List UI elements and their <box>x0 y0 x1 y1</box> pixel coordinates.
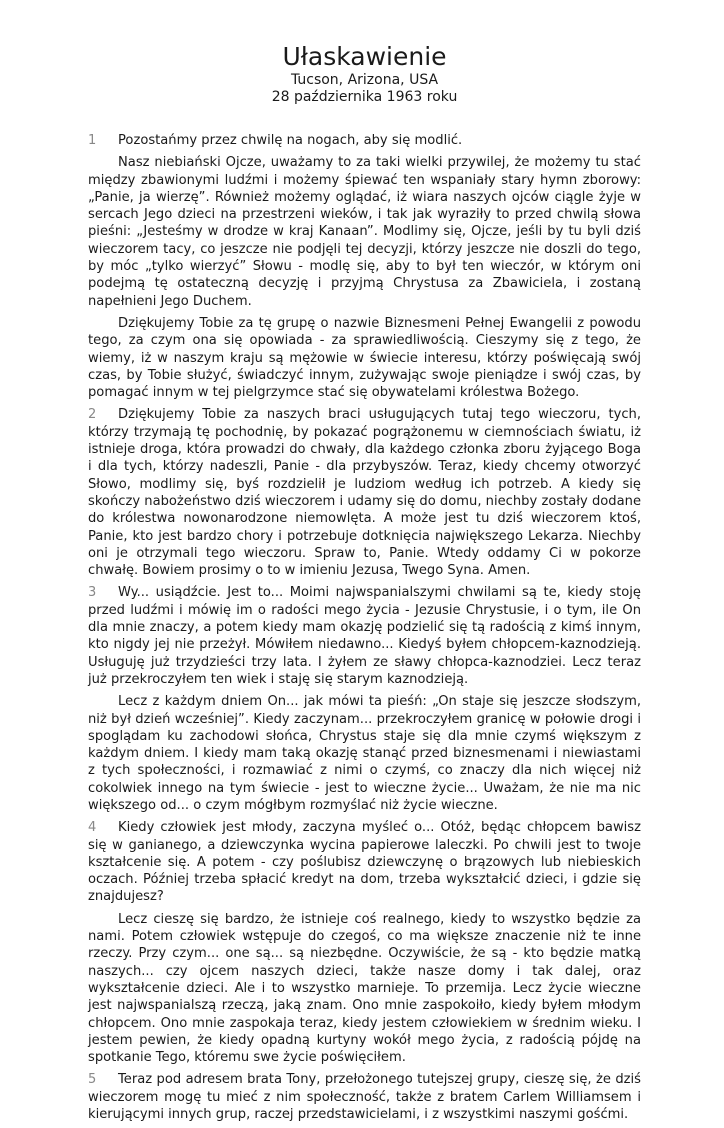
paragraph-number: 3 <box>88 585 97 601</box>
paragraph-text: Lecz z każdym dniem On... jak mówi ta pieśń: „On staje się jeszcze słodszym, niż był dzień wcześniej”. Kiedy zaczynam... przekroczyłem granicę w połowie drogi i spoglądam ku zachodowi słońca, Chrystus staje się dla mnie czymś większym z każdym dniem. I kiedy mam taką okazję stanąć przed biznesmenami i niewiastami z tych społeczności, i rozmawiać z nimi o czymś, co znaczy dla nich więcej niż cokolwiek innego na tym świecie - jest to wieczne życie... Uważam, że nie ma nic większego od... o czym mógłbym rozmyślać niż życie wieczne. <box>88 694 641 813</box>
paragraph-text: Pozostańmy przez chwilę na nogach, aby się modlić. <box>118 133 463 148</box>
paragraph-number: 4 <box>88 820 97 836</box>
document-page <box>88 42 641 1128</box>
paragraph <box>88 584 641 688</box>
paragraph-number: 1 <box>88 133 97 148</box>
paragraph <box>88 819 641 905</box>
sermon-title: Ułaskawienie <box>282 42 447 71</box>
paragraph-text: Dziękujemy Tobie za tę grupę o nazwie Biznesmeni Pełnej Ewangelii z powodu tego, za czym ona się opowiada - za sprawiedliwością. Cieszymy się z tego, że wiemy, iż w naszym kraju są mężowie w świecie interesu, którzy poświęcają swój czas, by Tobie służyć, świadczyć innym, zużywając swoje pieniądze i swój czas, by pomagać innym w tej pielgrzymce stać się obywatelami królestwa Bożego. <box>88 315 641 401</box>
paragraph-text: Wy... usiądźcie. Jest to... Moimi najwspanialszymi chwilami są te, kiedy stoję przed ludźmi i mówię im o radości mego życia - Jezusie Chrystusie, i o tym, ile On dla mnie znaczy, a potem kiedy mam okazję podzielić się tą radością z kimś innym, kto nigdy jej nie przeżył. Mówiłem niedawno... Kiedyś byłem chłopcem-kaznodzieją. Usługuję już trzydzieści trzy lata. I żyłem ze sławy chłopca-kaznodziei. Lecz teraz już przekroczyłem ten wiek i staję się starym kaznodzieją. <box>88 585 641 687</box>
paragraph-text: Dziękujemy Tobie za naszych braci usługujących tutaj tego wieczoru, tych, którzy trzymają tę pochodnię, by pokazać pogrążonemu w ciemnościach światu, iż istnieje droga, która prowadzi do chwały, dla każdego członka zboru żyjącego Boga i dla tych, którzy nadeszli, Panie - dla przybyszów. Teraz, kiedy chcemy otworzyć Słowo, modlimy się, byś rozdzielił je ludziom według ich potrzeb. A kiedy się skończy nabożeństwo dziś wieczorem i udamy się do domu, niechby zostały dodane do królestwa nowonarodzone niemowlęta. A może jest tu dziś wieczorem ktoś, Panie, kto jest bardzo chory i potrzebuje dotknięcia największego Lekarza. Niechby oni je otrzymali tego wieczoru. Spraw to, Panie. Wtedy oddamy Ci w pokorze chwałę. Bowiem prosimy o to w imieniu Jezusa, Twego Syna. Amen. <box>88 407 641 579</box>
paragraph-number: 2 <box>88 407 97 423</box>
paragraph-text: Lecz cieszę się bardzo, że istnieje coś realnego, kiedy to wszystko będzie za nami. Potem człowiek wstępuje do czegoś, co ma większe znaczenie niż te inne rzeczy. Przy czym... one są... są niezbędne. Oczywiście, że są - kto będzie matką naszych... czy ojcem naszych dzieci, także nasze domy i tak dalej, oraz wykształcenie dzieci. Ale i to wszystko marnieje. To przemija. Lecz życie wieczne jest najwspanialszą rzeczą, jaką znam. Ono mnie zaspokoiło, kiedy byłem młodym chłopcem. Ono mnie zaspokaja teraz, kiedy jestem człowiekiem w średnim wieku. I jestem pewien, że kiedy opadną kurtyny wokół mego życia, z radością pójdę na spotkanie Tego, któremu swe życie poświęciłem. <box>88 911 641 1066</box>
paragraph <box>88 693 641 814</box>
paragraph <box>88 911 641 1067</box>
paragraph-text: Kiedy człowiek jest młody, zaczyna myśleć o... Otóż, będąc chłopcem bawisz się w ganianego, a dziewczynka wycina papierowe laleczki. Po chwili jest to twoje kształcenie się. A potem - czy poślubisz dziewczynę o brązowych lub niebieskich oczach. Później trzeba spłacić kredyt na dom, trzeba wykształcić dzieci, i gdzie się znajdujesz? <box>88 820 641 905</box>
paragraph <box>88 132 641 149</box>
paragraph-text: Teraz pod adresem brata Tony, przełożonego tutejszej grupy, cieszę się, że dziś wieczorem mogę tu mieć z nim społeczność, także z bratem Carlem Williamsem i kierującymi innych grup, raczej przedstawicielami, i z wszystkimi naszymi gośćmi. <box>88 1072 641 1123</box>
paragraph <box>88 154 641 310</box>
paragraph <box>88 1071 641 1123</box>
paragraph-text: Nasz niebiański Ojcze, uważamy to za taki wielki przywilej, że możemy tu stać między zbawionymi ludźmi i możemy śpiewać ten wspaniały stary hymn zborowy: „Panie, ja wierzę”. Również możemy oglądać, iż wiara naszych ojców ciągle żyje w sercach Jego dzieci na przestrzeni wieków, i tak jak wyraziły to przed chwilą słowa pieśni: „Jesteśmy w drodze w kraj Kanaan”. Modlimy się, Ojcze, jeśli by tu byli dziś wieczorem tacy, co jeszcze nie podjęli tej decyzji, którzy jeszcze nie doszli do tego, by móc „tylko wierzyć” Słowu - modlę się, aby to był ten wieczór, w którym oni podejmą tę ostateczną decyzję i przyjmą Chrystusa za Zbawiciela, i zostaną napełnieni Jego Duchem. <box>88 155 641 309</box>
sermon-date: 28 października 1963 roku <box>271 89 458 105</box>
paragraph <box>88 315 641 401</box>
title-block <box>88 42 641 106</box>
sermon-location: Tucson, Arizona, USA <box>290 72 439 88</box>
paragraph-number: 5 <box>88 1072 97 1088</box>
paragraph <box>88 406 641 579</box>
